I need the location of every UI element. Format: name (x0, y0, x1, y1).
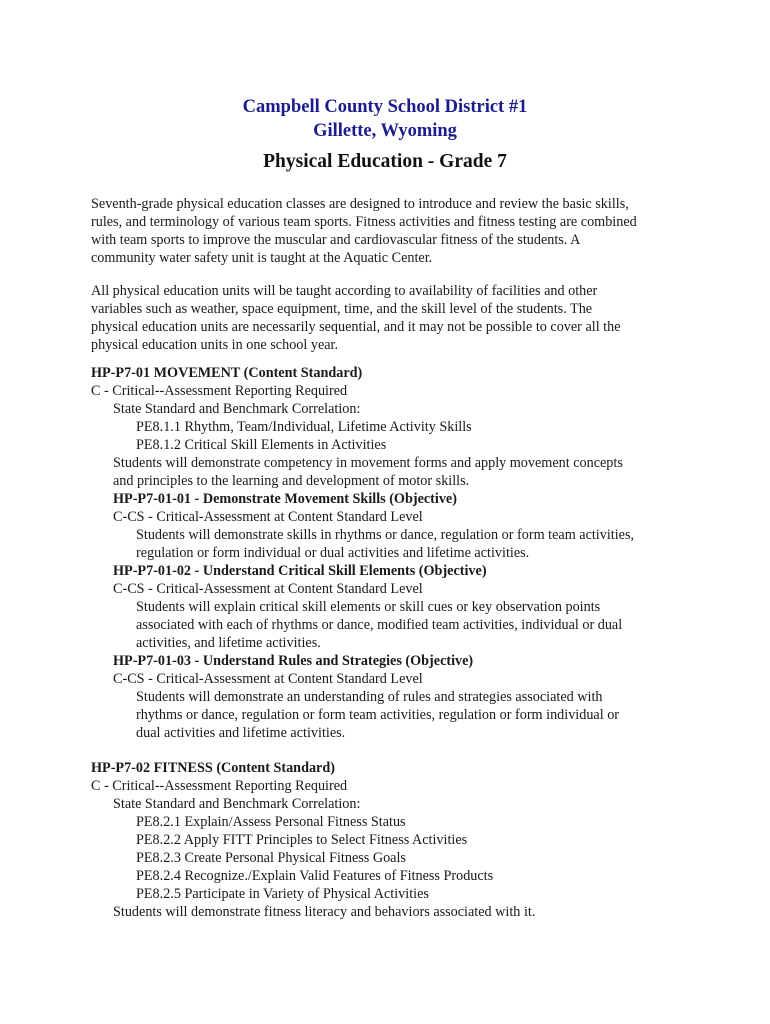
objective-title: HP-P7-01-03 - Understand Rules and Strategies (Objective) (113, 653, 474, 669)
objective-desc-line: Students will explain critical skill elements or skill cues or key observation points (136, 599, 601, 615)
text-line: rules, and terminology of various team sports. Fitness activities and fitness testing are combined (91, 214, 637, 230)
objective-level: C-CS - Critical-Assessment at Content Standard Level (113, 509, 423, 525)
text-line: All physical education units will be taught according to availability of facilities and other (91, 283, 598, 299)
objective-level: C-CS - Critical-Assessment at Content Standard Level (113, 671, 423, 687)
fitness-critical: C - Critical--Assessment Reporting Required (91, 778, 348, 794)
movement-desc-line: Students will demonstrate competency in movement forms and apply movement concepts (113, 455, 623, 471)
district-location: Gillette, Wyoming (313, 121, 457, 141)
text-line: physical education units are necessarily sequential, and it may not be possible to cover all the (91, 319, 621, 335)
objective-desc-line: rhythms or dance, regulation or form team activities, regulation or form individual or (136, 707, 620, 723)
objective-level: C-CS - Critical-Assessment at Content Standard Level (113, 581, 423, 597)
benchmark-item: PE8.2.4 Recognize./Explain Valid Features of Fitness Products (136, 868, 494, 884)
movement-standard (91, 364, 691, 742)
objective-title: HP-P7-01-01 - Demonstrate Movement Skills (Objective) (113, 491, 457, 507)
objective-desc-line: Students will demonstrate skills in rhythms or dance, regulation or form team activities, (136, 527, 635, 543)
benchmark-item: PE8.1.1 Rhythm, Team/Individual, Lifetime Activity Skills (136, 419, 472, 435)
page-title: Physical Education - Grade 7 (263, 151, 507, 172)
document-body (91, 190, 691, 921)
fitness-desc: Students will demonstrate fitness literacy and behaviors associated with it. (113, 904, 536, 920)
movement-critical: C - Critical--Assessment Reporting Required (91, 383, 348, 399)
text-line: community water safety unit is taught at the Aquatic Center. (91, 250, 433, 266)
benchmark-item: PE8.1.2 Critical Skill Elements in Activities (136, 437, 387, 453)
text-line: with team sports to improve the muscular and cardiovascular fitness of the students. A (91, 232, 581, 248)
benchmark-item: PE8.2.3 Create Personal Physical Fitness Goals (136, 850, 406, 866)
fitness-standard (91, 759, 691, 921)
fitness-heading: HP-P7-02 FITNESS (Content Standard) (91, 760, 335, 776)
text-line: Seventh-grade physical education classes are designed to introduce and review the basic skills, (91, 196, 629, 212)
fitness-state-label: State Standard and Benchmark Correlation: (113, 796, 361, 812)
objective-desc-line: associated with each of rhythms or dance, modified team activities, individual or dual (136, 617, 623, 633)
benchmark-item: PE8.2.2 Apply FITT Principles to Select Fitness Activities (136, 832, 468, 848)
benchmark-item: PE8.2.5 Participate in Variety of Physical Activities (136, 886, 429, 902)
benchmark-item: PE8.2.1 Explain/Assess Personal Fitness Status (136, 814, 406, 830)
objective-desc-line: activities, and lifetime activities. (136, 635, 321, 651)
district-name: Campbell County School District #1 (242, 97, 528, 117)
objective-desc-line: regulation or form individual or dual activities and lifetime activities. (136, 545, 530, 561)
movement-desc-line: and principles to the learning and development of motor skills. (113, 473, 470, 489)
objective-desc-line: Students will demonstrate an understanding of rules and strategies associated with (136, 689, 603, 705)
objective-desc-line: dual activities and lifetime activities. (136, 725, 346, 741)
objective-title: HP-P7-01-02 - Understand Critical Skill Elements (Objective) (113, 563, 487, 579)
text-line: physical education units in one school year. (91, 337, 339, 353)
movement-state-label: State Standard and Benchmark Correlation: (113, 401, 361, 417)
movement-heading: HP-P7-01 MOVEMENT (Content Standard) (91, 365, 363, 381)
text-line: variables such as weather, space equipment, time, and the skill level of the students. The (91, 301, 593, 317)
